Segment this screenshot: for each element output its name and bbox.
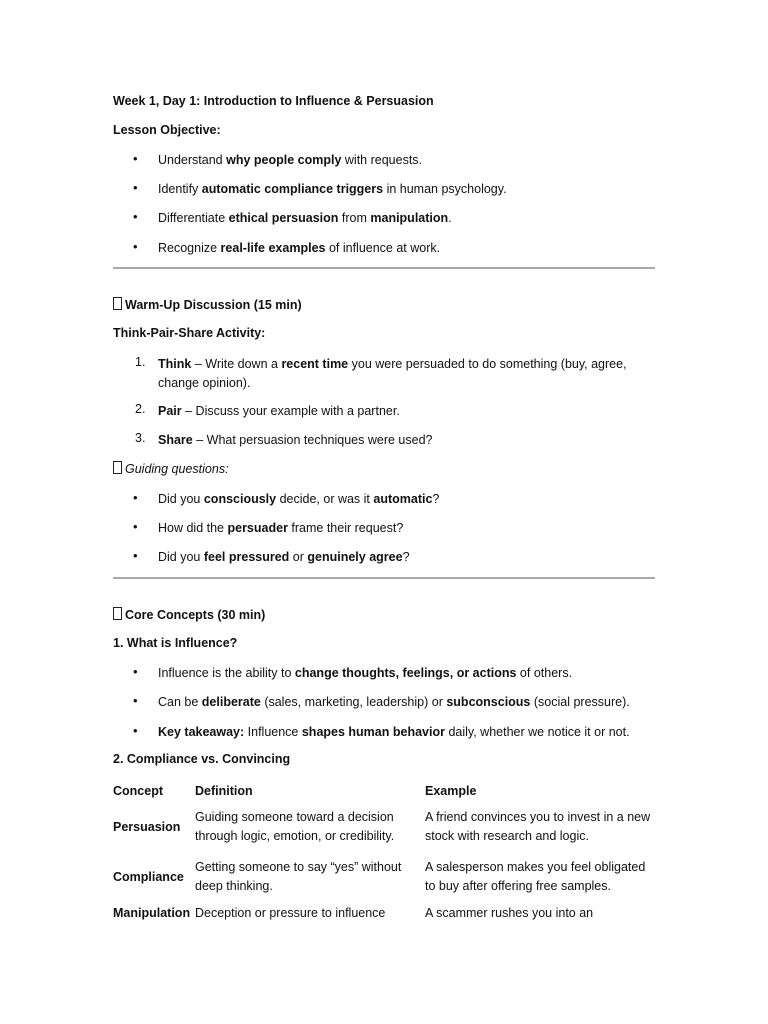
bullet-icon: • [133,548,138,563]
table-cell: Deception or pressure to influence [195,906,386,920]
horizontal-divider [113,577,655,579]
bullet-icon: • [133,180,138,195]
bullet-icon: • [133,209,138,224]
table-header-cell: Concept [113,784,163,798]
section-heading: 2. Compliance vs. Convincing [113,752,291,766]
horizontal-divider [113,267,655,269]
table-cell: Getting someone to say “yes” without deep thinking. [195,860,402,893]
bullet-icon: • [133,693,138,708]
bullet-icon: • [133,723,138,738]
table-cell: Guiding someone toward a decision through logic, emotion, or credibility. [195,810,395,843]
table-row [113,802,658,852]
table-cell: Persuasion [113,819,181,834]
missing-glyph-icon [113,461,122,474]
missing-glyph-icon [113,297,122,310]
core-heading: Core Concepts (30 min) [113,607,265,622]
bullet-icon: • [133,239,138,254]
bullet-icon: • [133,490,138,505]
table-cell: A friend convinces you to invest in a new stock with research and logic. [425,810,651,843]
bullet-icon: • [133,664,138,679]
bullet-icon: • [133,151,138,166]
objective-heading: Lesson Objective: [113,123,221,137]
guiding-questions-label: Guiding questions: [113,461,229,476]
table-cell: Manipulation [113,906,191,920]
table-cell: A salesperson makes you feel obligated to buy after offering free samples. [425,860,646,893]
bullet-icon: • [133,519,138,534]
table-header-cell: Definition [195,784,253,798]
table-header-cell: Example [425,784,477,798]
lesson-title: Week 1, Day 1: Introduction to Influence & Persuasion [113,94,434,108]
table-header-row [113,780,658,802]
table-cell: A scammer rushes you into an [425,906,594,920]
missing-glyph-icon [113,607,122,620]
table-row [113,852,658,902]
table-cell: Compliance [113,869,184,884]
comparison-table [113,780,658,934]
table-row [113,902,658,934]
activity-heading: Think-Pair-Share Activity: [113,326,266,340]
warmup-heading: Warm-Up Discussion (15 min) [113,297,302,312]
section-heading: 1. What is Influence? [113,636,238,650]
